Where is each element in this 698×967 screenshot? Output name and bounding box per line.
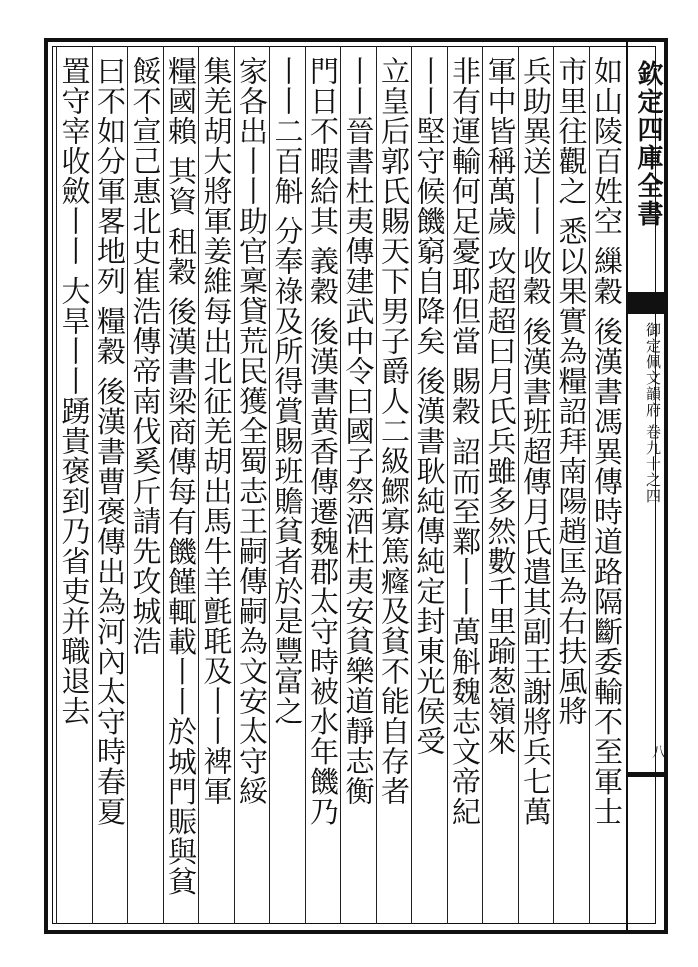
text-column: 如山陵百姓空 繅穀 後漢書馮異傳時道路隔斷委輸不至軍士 [590,56,624,827]
text-column: 市里往觀之 悉以果實為糧詔拜南陽趙匡為右扶風將 [554,56,589,727]
column-rule [127,46,128,924]
text-column: 立皇后郭氏賜天下男子爵人二級鰥寡篤癃及貧不能自存者 [377,56,411,806]
gutter-page-number: 八 [652,745,666,761]
gutter-bar [628,772,666,777]
column-rule [163,46,164,924]
column-rule [305,46,306,924]
text-column: 丨丨堅守候饑窮自降矣 後漢書耿純傳純定封東光侯受 [412,56,447,757]
column-rule [376,46,377,924]
column-rule [340,46,341,924]
gutter-subtitle: 御定佩文韻府 卷九十之四 [644,322,662,504]
text-column: 置守宰收斂丨丨 大旱丨丨踴貴褒到乃省吏并職退去 [57,56,92,727]
column-rule [56,46,57,924]
text-column: 集羌胡大將軍姜維每出北征羌胡出馬牛羊氈毦及丨丨裨軍 [199,56,234,806]
text-column: 曰不如分軍畧地列 糧穀 後漢書曹褒傳出為河內太守時春夏 [93,56,127,827]
column-rule [269,46,270,924]
column-rule [198,46,199,924]
column-rule [482,46,483,924]
column-rule [518,46,519,924]
column-rule [553,46,554,924]
text-column: 糧國賴 其資 租穀 後漢書梁商傳每有饑饉輒載丨丨於城門賑與貧 [164,56,198,897]
column-rule [234,46,235,924]
gutter-title: 欽定四庫全書 [633,60,663,228]
text-column: 軍中皆稱萬歲 攻超超曰月氏兵雖多然數千里踰葱嶺來 [483,56,518,757]
gutter-fishtail [628,292,666,314]
column-rule [447,46,448,924]
text-column: 丨丨二百斛 分奉祿及所得賞賜班贍貧者於是豐富之 [270,56,305,727]
text-column: 家各出丨丨助官稟貸荒民獲全蜀志王嗣傳嗣為文安太守綏 [235,56,269,806]
text-column: 門日不暇給其 義穀 後漢書黄香傳遷魏郡太守時被水年饑乃 [306,56,340,827]
column-rule [92,46,93,924]
text-column: 餒不宣己惠北史崔浩傳帝南伐奚斤請先攻城浩 [128,56,163,656]
text-column: 非有運輸何足憂耶但當 賜穀 詔而至鄴丨丨萬斛魏志文帝紀 [448,56,482,827]
column-rule [589,46,590,924]
text-column: 丨丨晉書杜夷傳建武中令曰國子祭酒杜夷安貧樂道靜志衡 [341,56,376,806]
column-rule [411,46,412,924]
text-column: 兵助異送丨丨 收穀 後漢書班超傳月氏遣其副王謝將兵七萬 [519,56,553,827]
